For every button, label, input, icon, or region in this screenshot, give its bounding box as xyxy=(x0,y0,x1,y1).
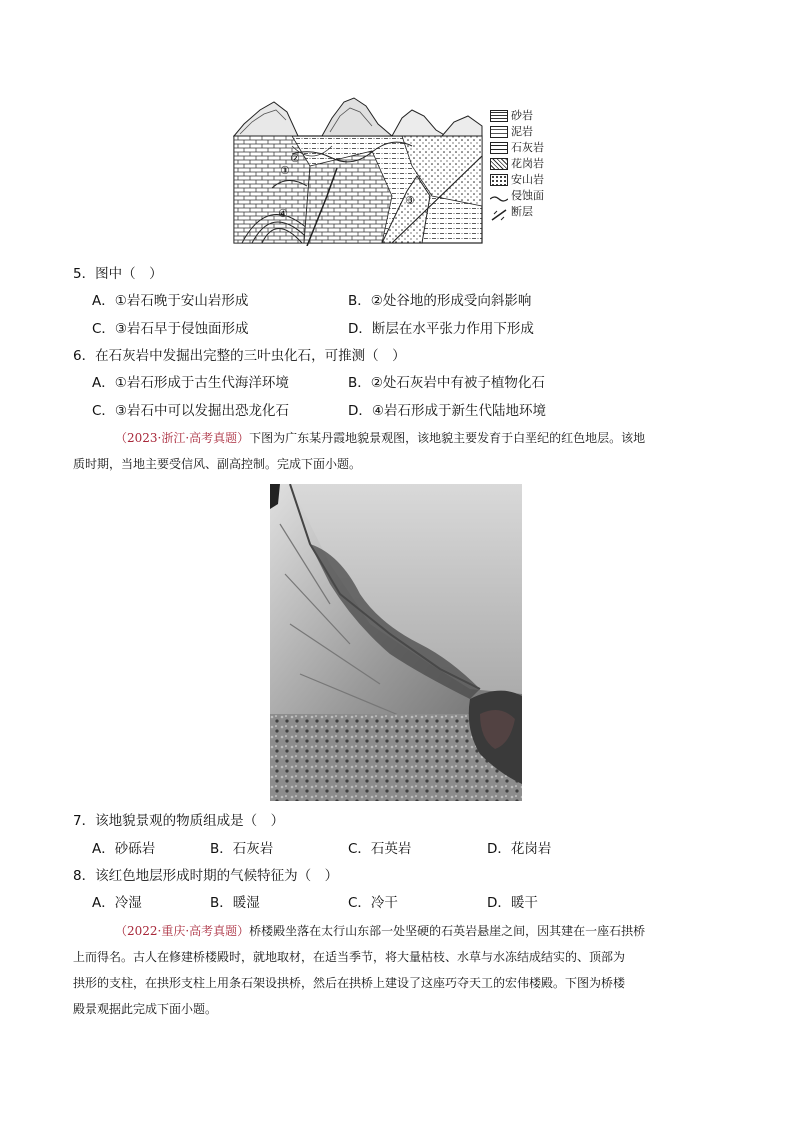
question-8-option-d[interactable]: D．暖干 xyxy=(487,895,538,911)
question-5-option-b[interactable]: B．②处谷地的形成受向斜影响 xyxy=(348,293,532,309)
passage-source-label: （2022·重庆·高考真题） xyxy=(115,924,250,938)
passage-2023-zhejiang xyxy=(73,425,723,477)
passage-line: 上而得名。古人在修建桥楼殿时，就地取材，在适当季节，将大量枯枝、水草与水冻结成结实的、顶部为 xyxy=(73,950,626,964)
question-5-option-d[interactable]: D．断层在水平张力作用下形成 xyxy=(348,321,534,337)
limestone-pattern-icon xyxy=(490,142,508,154)
diagram-legend xyxy=(490,108,560,224)
danxia-cliff-photo xyxy=(270,484,522,801)
passage-line: 质时期，当地主要受信风、副高控制。完成下面小题。 xyxy=(73,457,362,471)
legend-item-erosion-surface: 侵蚀面 xyxy=(490,188,544,203)
question-7-stem: 7．该地貌景观的物质组成是（ ） xyxy=(73,813,285,829)
passage-line: 拱形的支柱，在拱形支柱上用条石架设拱桥，然后在拱桥上建设了这座巧夺天工的宏伟楼殿。下图为桥楼 xyxy=(73,976,626,990)
marker-1: ① xyxy=(280,164,290,177)
question-5-option-a[interactable]: A．①岩石晚于安山岩形成 xyxy=(92,293,249,309)
legend-item-limestone: 石灰岩 xyxy=(490,140,544,155)
question-8-option-c[interactable]: C．冷干 xyxy=(348,895,398,911)
question-7-option-c[interactable]: C．石英岩 xyxy=(348,841,412,857)
question-8-option-a[interactable]: A．冷湿 xyxy=(92,895,142,911)
question-6-option-c[interactable]: C．③岩石中可以发掘出恐龙化石 xyxy=(92,403,290,419)
legend-item-sandstone: 砂岩 xyxy=(490,108,533,123)
passage-line: 桥楼殿坐落在太行山东部一处坚硬的石英岩悬崖之间，因其建在一座石拱桥 xyxy=(249,924,646,938)
question-5-stem: 5．图中（ ） xyxy=(73,266,163,282)
cross-section-svg xyxy=(232,96,487,246)
question-6-option-d[interactable]: D．④岩石形成于新生代陆地环境 xyxy=(348,403,546,419)
question-7-option-d[interactable]: D．花岗岩 xyxy=(487,841,552,857)
question-7-option-b[interactable]: B．石灰岩 xyxy=(210,841,274,857)
question-6-stem: 6．在石灰岩中发掘出完整的三叶虫化石，可推测（ ） xyxy=(73,348,406,364)
granite-pattern-icon xyxy=(490,158,508,170)
legend-item-fault: 断层 xyxy=(490,204,533,219)
geology-cross-section-diagram xyxy=(232,96,487,246)
legend-item-granite: 花岗岩 xyxy=(490,156,544,171)
sandstone-pattern-icon xyxy=(490,110,508,122)
question-7-option-a[interactable]: A．砂砾岩 xyxy=(92,841,156,857)
passage-line: 殿景观据此完成下面小题。 xyxy=(73,1002,218,1016)
erosion-surface-icon xyxy=(490,190,508,202)
marker-2: ② xyxy=(290,152,300,165)
question-6-option-b[interactable]: B．②处石灰岩中有被子植物化石 xyxy=(348,375,545,391)
question-8-stem: 8．该红色地层形成时期的气候特征为（ ） xyxy=(73,868,339,884)
mudstone-pattern-icon xyxy=(490,126,508,138)
question-5-option-c[interactable]: C．③岩石早于侵蚀面形成 xyxy=(92,321,249,337)
passage-line: 下图为广东某丹霞地貌景观图，该地貌主要发育于白垩纪的红色地层。该地 xyxy=(249,431,646,445)
passage-source-label: （2023·浙江·高考真题） xyxy=(115,431,250,445)
marker-4: ④ xyxy=(278,207,288,220)
question-8-option-b[interactable]: B．暖湿 xyxy=(210,895,260,911)
marker-3: ③ xyxy=(405,194,415,207)
fault-icon xyxy=(490,206,508,218)
legend-item-andesite: 安山岩 xyxy=(490,172,544,187)
question-6-option-a[interactable]: A．①岩石形成于古生代海洋环境 xyxy=(92,375,289,391)
passage-2022-chongqing xyxy=(73,918,723,1022)
legend-item-mudstone: 泥岩 xyxy=(490,124,533,139)
andesite-pattern-icon xyxy=(490,174,508,186)
